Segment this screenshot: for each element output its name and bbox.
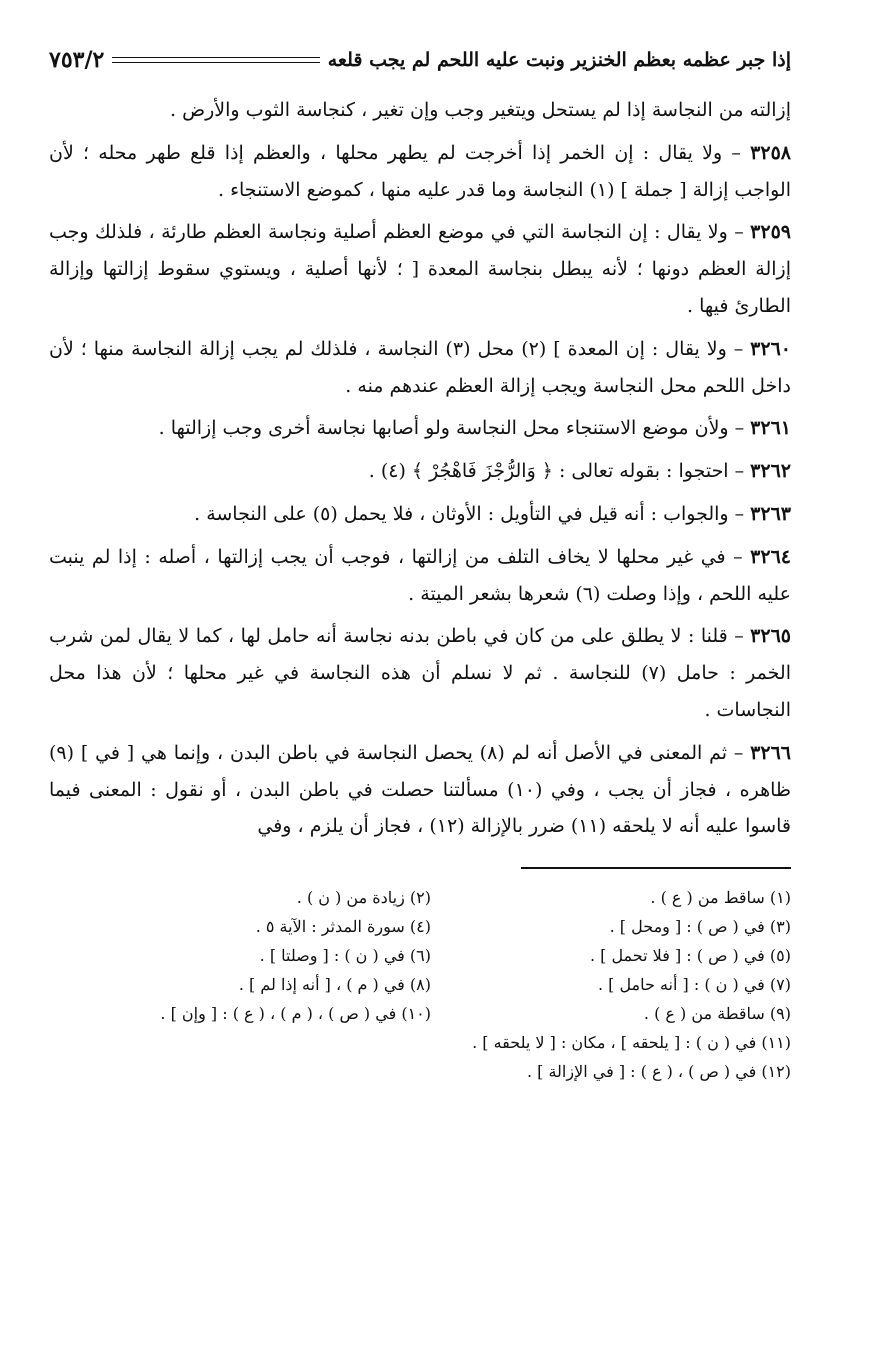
footnotes	[49, 883, 791, 1086]
page-number: ٧٥٣/٢	[49, 47, 105, 73]
footnote-separator	[521, 867, 791, 869]
paragraph	[49, 135, 791, 209]
paragraph-number: ٣٢٦٤	[750, 545, 791, 568]
paragraph	[49, 214, 791, 324]
footnote-row	[49, 941, 791, 970]
footnote: (١٢) في ( ص ) ، ( ع ) : [ في الإزالة ] .	[526, 1062, 791, 1082]
paragraph-number: ٣٢٦٠	[750, 337, 791, 360]
paragraph-text: – ولا يقال : إن الخمر إذا أخرجت لم يطهر محلها ، والعظم إذا قلع طهر محله ؛ لأن الواجب إزالة [ جملة ] (١) النجاسة وما قدر عليه منها ، كموضع الاستنجاء .	[49, 141, 791, 201]
footnote: (٧) في ( ن ) : [ أنه حامل ] .	[597, 975, 791, 995]
footnote: (١) ساقط من ( ع ) .	[650, 888, 791, 908]
paragraph-text: – في غير محلها لا يخاف التلف من إزالتها ، فوجب أن يجب إزالتها ، أصله : إذا لم ينبت عليه اللحم ، وإذا وصلت (٦) شعرها بشعر الميتة .	[49, 545, 791, 605]
paragraph-number: ٣٢٦١	[750, 417, 791, 440]
footnote-row	[49, 999, 791, 1028]
paragraph-number: ٣٢٦٥	[750, 625, 791, 648]
body-text	[49, 92, 791, 845]
paragraph-text: – ولا يقال : إن المعدة ] (٢) محل (٣) النجاسة ، فلذلك لم يجب إزالة النجاسة منها ؛ لأن داخل اللحم محل النجاسة ويجب إزالة العظم عندهم منه .	[49, 337, 791, 397]
header-rule	[112, 57, 319, 63]
footnote: (٢) زيادة من ( ن ) .	[296, 888, 431, 908]
footnote-row	[49, 912, 791, 941]
paragraph	[49, 410, 791, 447]
footnote: (٩) ساقطة من ( ع ) .	[643, 1004, 791, 1024]
footnote: (٥) في ( ص ) : [ فلا تحمل ] .	[589, 946, 791, 966]
footnote-row	[49, 970, 791, 999]
footnote: (١٠) في ( ص ) ، ( م ) ، ( ع ) : [ وإن ] .	[160, 1004, 431, 1024]
footnote: (١١) في ( ن ) : [ يلحقه ] ، مكان : [ لا يلحقه ] .	[472, 1033, 791, 1053]
paragraph-text: – قلنا : لا يطلق على من كان في باطن بدنه نجاسة أنه حامل لها ، كما لا يقال لمن شرب الخمر : حامل (٧) للنجاسة . ثم لا نسلم أن هذه النجاسة في غير محلها ؛ لأن هذا محل النجاسات .	[49, 625, 791, 721]
footnote: (٣) في ( ص ) : [ ومحل ] .	[609, 917, 791, 937]
paragraph-text: إزالته من النجاسة إذا لم يستحل ويتغير وجب وإن تغير ، كنجاسة الثوب والأرض .	[170, 99, 791, 121]
footnote: (٦) في ( ن ) : [ وصلتا ] .	[259, 946, 431, 966]
paragraph	[49, 453, 791, 490]
footnote-row	[49, 883, 791, 912]
paragraph-number: ٣٢٦٦	[750, 741, 791, 764]
paragraph	[49, 539, 791, 613]
paragraph-number: ٣٢٥٩	[750, 221, 791, 244]
paragraph	[49, 331, 791, 405]
page	[49, 38, 791, 1086]
paragraph	[49, 496, 791, 533]
paragraph-text: – ولأن موضع الاستنجاء محل النجاسة ولو أصابها نجاسة أخرى وجب إزالتها .	[158, 417, 751, 440]
footnote: (٨) في ( م ) ، [ أنه إذا لم ] .	[238, 975, 431, 995]
paragraph-text: – ثم المعنى في الأصل أنه لم (٨) يحصل النجاسة في باطن البدن ، وإنما هي [ في ] (٩) ظاهره ، فجاز أن يجب ، وفي (١٠) مسألتنا حصلت في باطن البدن ، أو نقول : المعنى فيما قاسوا عليه أنه لا يلحقه (١١) ضرر بالإزالة (١٢) ، فجاز أن يلزم ، وفي	[49, 741, 791, 838]
header-title: إذا جبر عظمه بعظم الخنزير ونبت عليه اللحم لم يجب قلعه	[327, 49, 791, 71]
paragraph-text: – ولا يقال : إن النجاسة التي في موضع العظم أصلية ونجاسة العظم طارئة ، فلذلك وجب إزالة العظم دونها ؛ لأنه يبطل بنجاسة المعدة [ ؛ لأنها أصلية ، ويستوي سقوط إزالتها وإزالة الطارئ فيها .	[49, 221, 791, 317]
paragraph-number: ٣٢٦٢	[750, 460, 791, 483]
footnote: (٤) سورة المدثر : الآية ٥ .	[255, 917, 431, 937]
paragraph-text: – والجواب : أنه قيل في التأويل : الأوثان ، فلا يحمل (٥) على النجاسة .	[194, 502, 751, 525]
paragraph	[49, 618, 791, 728]
paragraph	[49, 92, 791, 129]
paragraph-number: ٣٢٥٨	[750, 141, 791, 164]
paragraph-text: – احتجوا : بقوله تعالى : ﴿ وَالرُّجْزَ فَاهْجُرْ ﴾ (٤) .	[368, 460, 751, 483]
paragraph	[49, 735, 791, 845]
running-header	[49, 38, 791, 82]
paragraph-number: ٣٢٦٣	[750, 502, 791, 525]
